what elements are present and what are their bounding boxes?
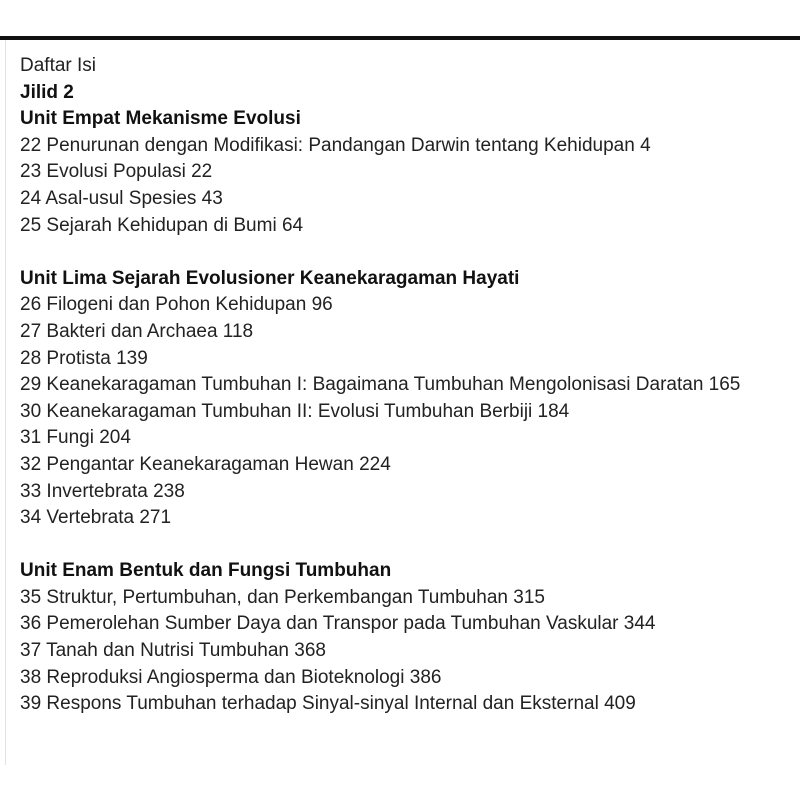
unit-heading: Unit Empat Mekanisme Evolusi: [20, 108, 301, 130]
chapter-item: 36 Pemerolehan Sumber Daya dan Transpor pada Tumbuhan Vaskular 344: [20, 613, 656, 635]
section-gap: [20, 239, 795, 266]
left-border: [5, 40, 6, 765]
chapter-item: 31 Fungi 204: [20, 427, 131, 449]
toc-title: Daftar Isi: [20, 55, 97, 76]
unit-section: [20, 266, 795, 532]
unit-section: [20, 558, 795, 718]
chapter-item: 39 Respons Tumbuhan terhadap Sinyal-sinyal Internal dan Eksternal 409: [20, 693, 636, 715]
unit-list: [20, 106, 795, 718]
chapter-item: 35 Struktur, Pertumbuhan, dan Perkembangan Tumbuhan 315: [20, 586, 545, 608]
chapter-item: 34 Vertebrata 271: [20, 507, 172, 529]
volume-label: Jilid 2: [20, 81, 74, 103]
unit-heading: Unit Lima Sejarah Evolusioner Keanekaragaman Hayati: [20, 267, 520, 289]
chapter-item: 30 Keanekaragaman Tumbuhan II: Evolusi Tumbuhan Berbiji 184: [20, 400, 570, 422]
chapter-item: 25 Sejarah Kehidupan di Bumi 64: [20, 214, 304, 236]
table-of-contents: [20, 53, 795, 718]
chapter-item: 32 Pengantar Keanekaragaman Hewan 224: [20, 453, 391, 475]
chapter-item: 23 Evolusi Populasi 22: [20, 161, 213, 183]
unit-section: [20, 106, 795, 239]
chapter-item: 29 Keanekaragaman Tumbuhan I: Bagaimana Tumbuhan Mengolonisasi Daratan 165: [20, 374, 741, 396]
chapter-item: 24 Asal-usul Spesies 43: [20, 187, 223, 209]
unit-heading: Unit Enam Bentuk dan Fungsi Tumbuhan: [20, 560, 392, 582]
chapter-item: 37 Tanah dan Nutrisi Tumbuhan 368: [20, 640, 326, 662]
chapter-item: 22 Penurunan dengan Modifikasi: Pandangan Darwin tentang Kehidupan 4: [20, 134, 651, 156]
chapter-item: 28 Protista 139: [20, 347, 148, 369]
top-divider: [0, 36, 800, 40]
chapter-item: 38 Reproduksi Angiosperma dan Bioteknologi 386: [20, 666, 442, 688]
section-gap: [20, 532, 795, 559]
chapter-item: 33 Invertebrata 238: [20, 480, 185, 502]
chapter-item: 26 Filogeni dan Pohon Kehidupan 96: [20, 294, 333, 316]
chapter-item: 27 Bakteri dan Archaea 118: [20, 320, 254, 342]
